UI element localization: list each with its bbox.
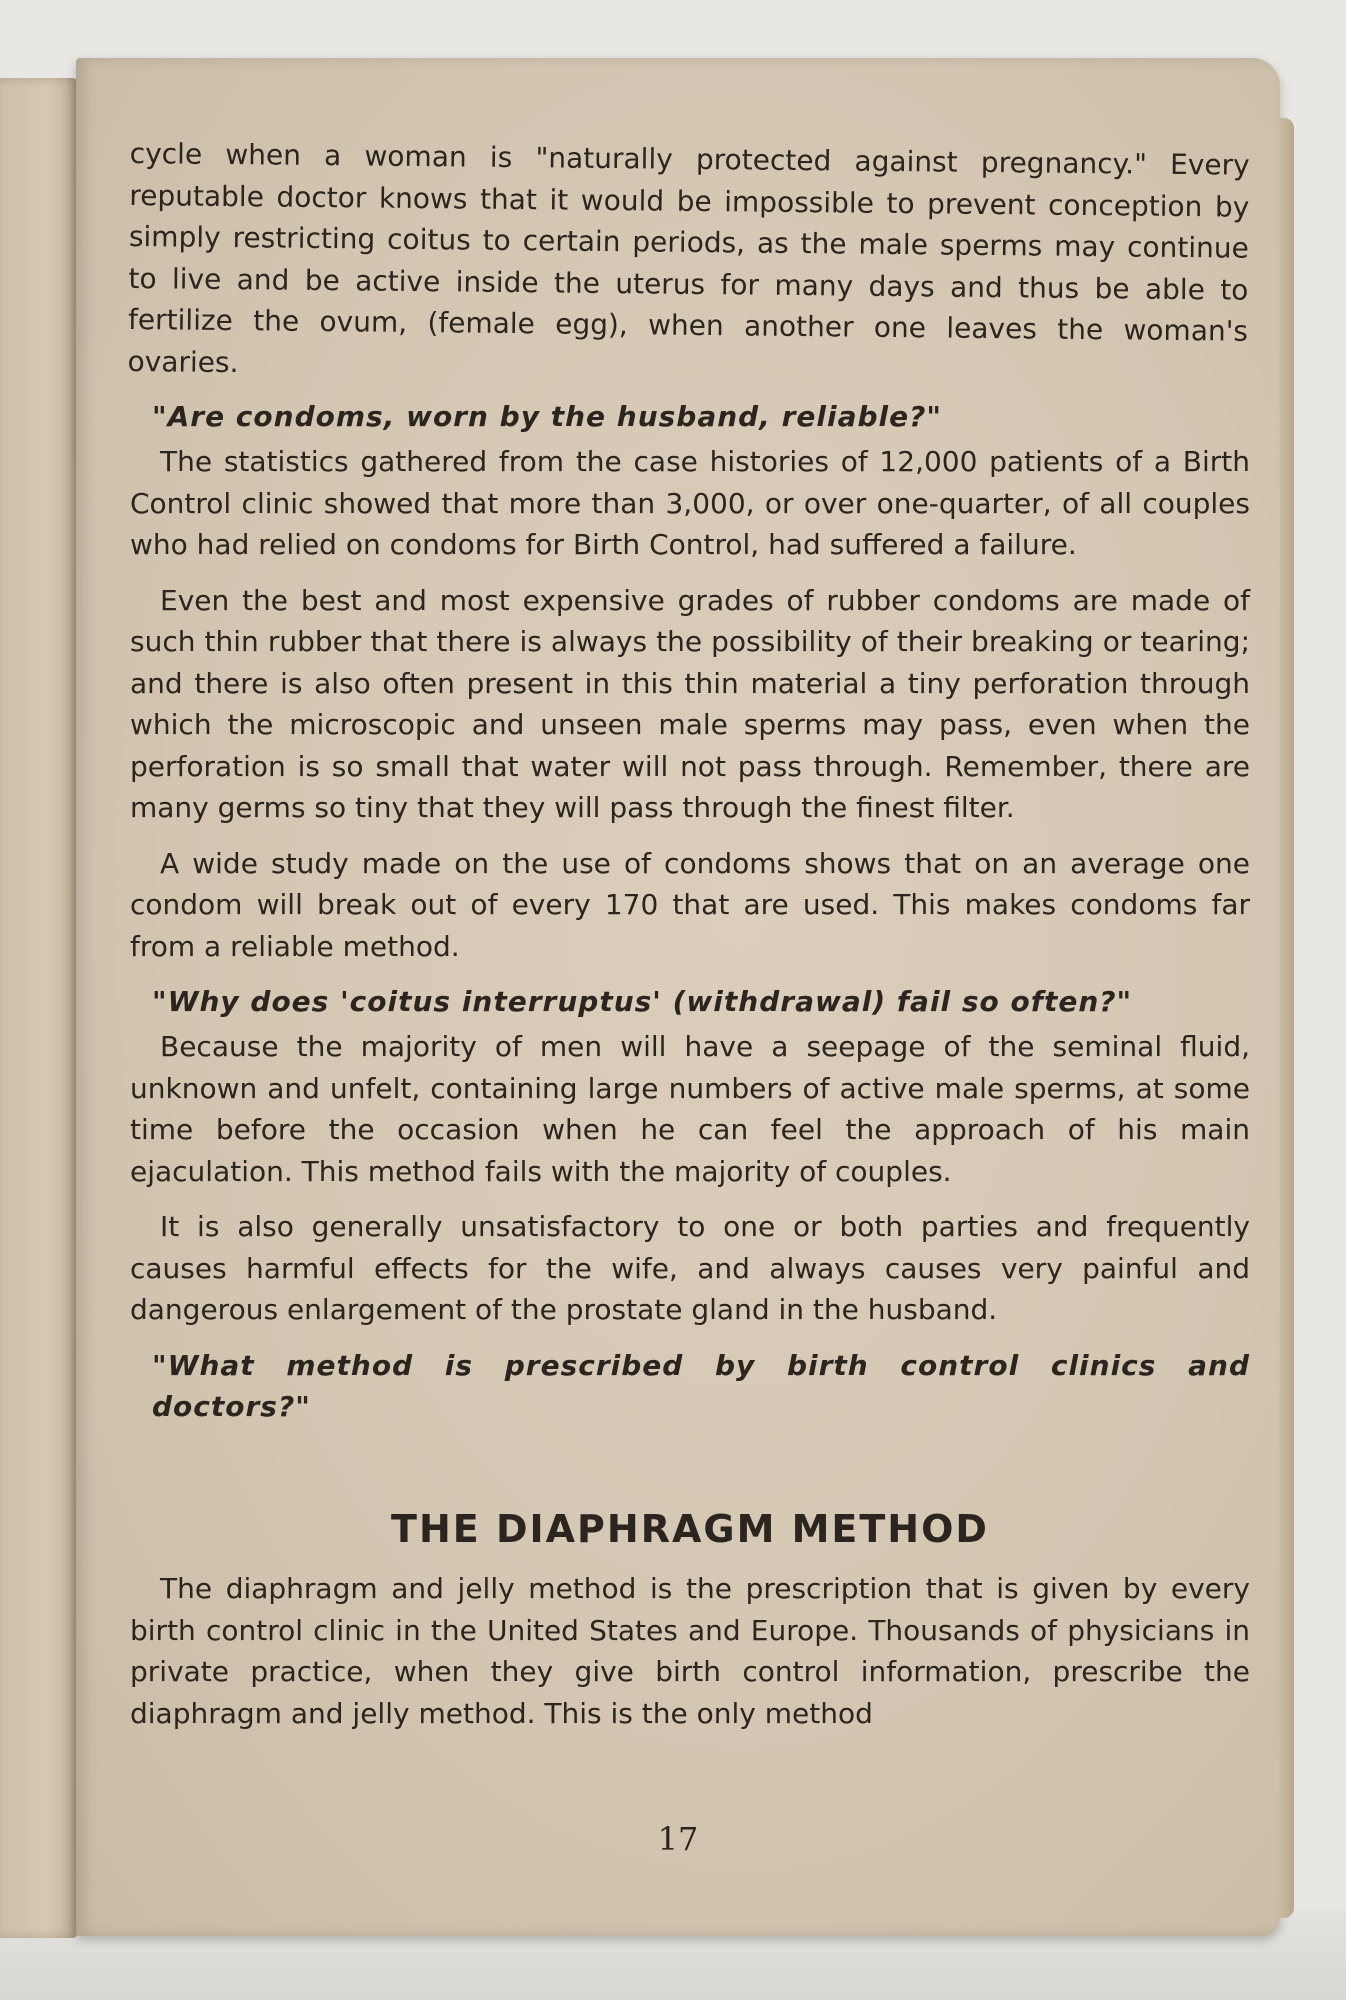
question-condoms: "Are condoms, worn by the husband, reliable?" [152,400,942,433]
paragraph-breakage-study: A wide study made on the use of condoms shows that on an average one condom will break out of every 170 that are used. This makes condoms far from a reliable method. [130,846,1250,963]
question-withdrawal: "Why does 'coitus interruptus' (withdrawal) fail so often?" [152,985,1133,1018]
page-number: 17 [657,1820,699,1858]
page-stack-edge [1280,118,1294,1918]
paragraph-rubber-quality: Even the best and most expensive grades of rubber condoms are made of such thin rubber that there is always the possibility of their breaking or tearing; and there is also often present in this thin material a tiny perforation through which the microscopic and unseen male sperms may pass, even when the perforation is so small that water will not pass through. Remember, there are many germs so tiny that they will pass through the finest filter. [130,583,1250,824]
page-body [127,133,1250,1748]
intro-paragraph: cycle when a woman is "naturally protected against pregnancy." Every reputable doctor knows that it would be impossible to prevent conception by simply restricting coitus to certain periods, as the male sperms may continue to live and be active inside the uterus for many days and thus be able to fertilize the ovum, (female egg), when another one leaves the woman's ovaries. [127,136,1250,379]
booklet-page [76,58,1280,1936]
paragraph-seepage: Because the majority of men will have a seepage of the seminal fluid, unknown and unfelt, containing large numbers of active male sperms, at some time before the occasion when he can feel the approach of his main ejaculation. This method fails with the majority of couples. [130,1030,1250,1188]
facing-page-edge [0,78,78,1938]
section-heading-diaphragm: THE DIAPHRAGM METHOD [391,1506,989,1551]
paragraph-unsatisfactory: It is also generally unsatisfactory to one or both parties and frequently causes harmful effects for the wife, and always causes very painful and dangerous enlargement of the prostate gland in the husband. [130,1210,1250,1326]
paragraph-statistics: The statistics gathered from the case histories of 12,000 patients of a Birth Control clinic showed that more than 3,000, or over one-quarter, of all couples who had relied on condoms for Birth Control, had suffered a failure. [130,445,1250,561]
question-prescribed-method: "What method is prescribed by birth control clinics and doctors?" [152,1348,1250,1423]
paragraph-diaphragm: The diaphragm and jelly method is the prescription that is given by every birth control clinic in the United States and Europe. Thousands of physicians in private practice, when they give birth control information, prescribe the diaphragm and jelly method. This is the only method [130,1572,1250,1730]
